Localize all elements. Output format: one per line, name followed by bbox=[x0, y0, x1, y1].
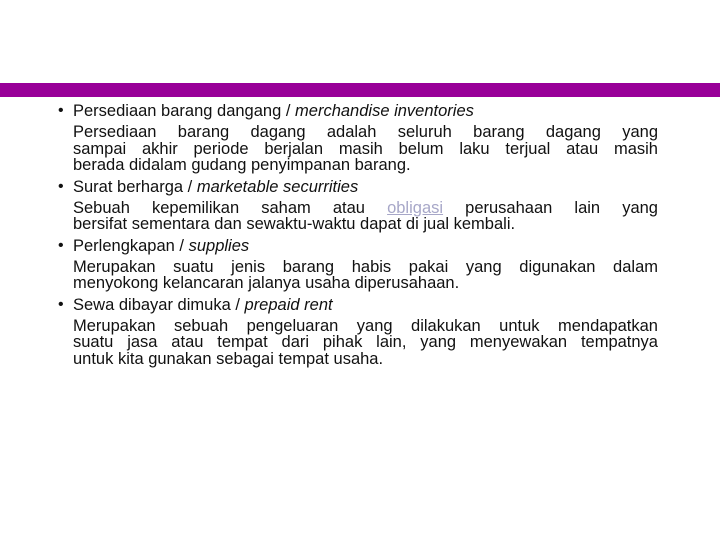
term-en: prepaid rent bbox=[244, 295, 333, 314]
term-separator: / bbox=[183, 177, 197, 196]
item-description bbox=[58, 124, 658, 174]
list-item bbox=[58, 101, 658, 174]
item-description bbox=[58, 200, 658, 233]
desc-line: sampai akhir periode berjalan masih belum laku terjual atau masih bbox=[73, 139, 658, 158]
desc-line: berada didalam gudang penyimpanan barang. bbox=[73, 156, 411, 174]
desc-line: Merupakan sebuah pengeluaran yang dilakukan untuk mendapatkan bbox=[73, 316, 658, 335]
term-id: Surat berharga bbox=[73, 177, 184, 196]
term-id: Sewa dibayar dimuka bbox=[73, 295, 231, 314]
accent-bar bbox=[0, 83, 720, 97]
list-item bbox=[58, 236, 658, 292]
item-heading bbox=[58, 177, 658, 197]
term-id: Perlengkapan bbox=[73, 236, 175, 255]
item-description bbox=[58, 318, 658, 368]
desc-line: suatu jasa atau tempat dari pihak lain, yang menyewakan tempatnya bbox=[73, 333, 658, 351]
term-en: supplies bbox=[188, 236, 250, 255]
desc-line: bersifat sementara dan sewaktu-waktu dapat di jual kembali. bbox=[73, 215, 516, 233]
desc-text: perusahaan lain yang bbox=[465, 198, 658, 217]
desc-line: untuk kita gunakan sebagai tempat usaha. bbox=[73, 349, 384, 368]
term-separator: / bbox=[174, 236, 189, 255]
desc-line: Persediaan barang dagang adalah seluruh barang dagang yang bbox=[73, 123, 658, 141]
list-item bbox=[58, 177, 658, 233]
bullet-icon: • bbox=[58, 102, 64, 119]
bullet-icon: • bbox=[58, 236, 64, 254]
list-item bbox=[58, 295, 658, 368]
item-heading bbox=[58, 101, 658, 121]
term-separator: / bbox=[281, 102, 296, 120]
desc-text: Sebuah kepemilikan saham atau bbox=[73, 198, 365, 217]
bullet-icon: • bbox=[58, 295, 64, 313]
term-id: Persediaan barang dangang bbox=[73, 102, 282, 120]
item-heading bbox=[58, 295, 658, 315]
item-description bbox=[58, 259, 658, 292]
desc-line: menyokong kelancaran jalanya usaha diperusahaan. bbox=[73, 274, 460, 292]
slide-content bbox=[58, 101, 658, 370]
desc-line: Merupakan suatu jenis barang habis pakai yang digunakan dalam bbox=[73, 257, 658, 276]
item-heading bbox=[58, 236, 658, 256]
bullet-icon: • bbox=[58, 177, 64, 195]
term-en: merchandise inventories bbox=[295, 102, 474, 120]
desc-line bbox=[73, 200, 658, 217]
term-en: marketable securrities bbox=[196, 177, 359, 196]
term-separator: / bbox=[230, 295, 245, 314]
obligasi-link[interactable]: obligasi bbox=[387, 198, 444, 217]
